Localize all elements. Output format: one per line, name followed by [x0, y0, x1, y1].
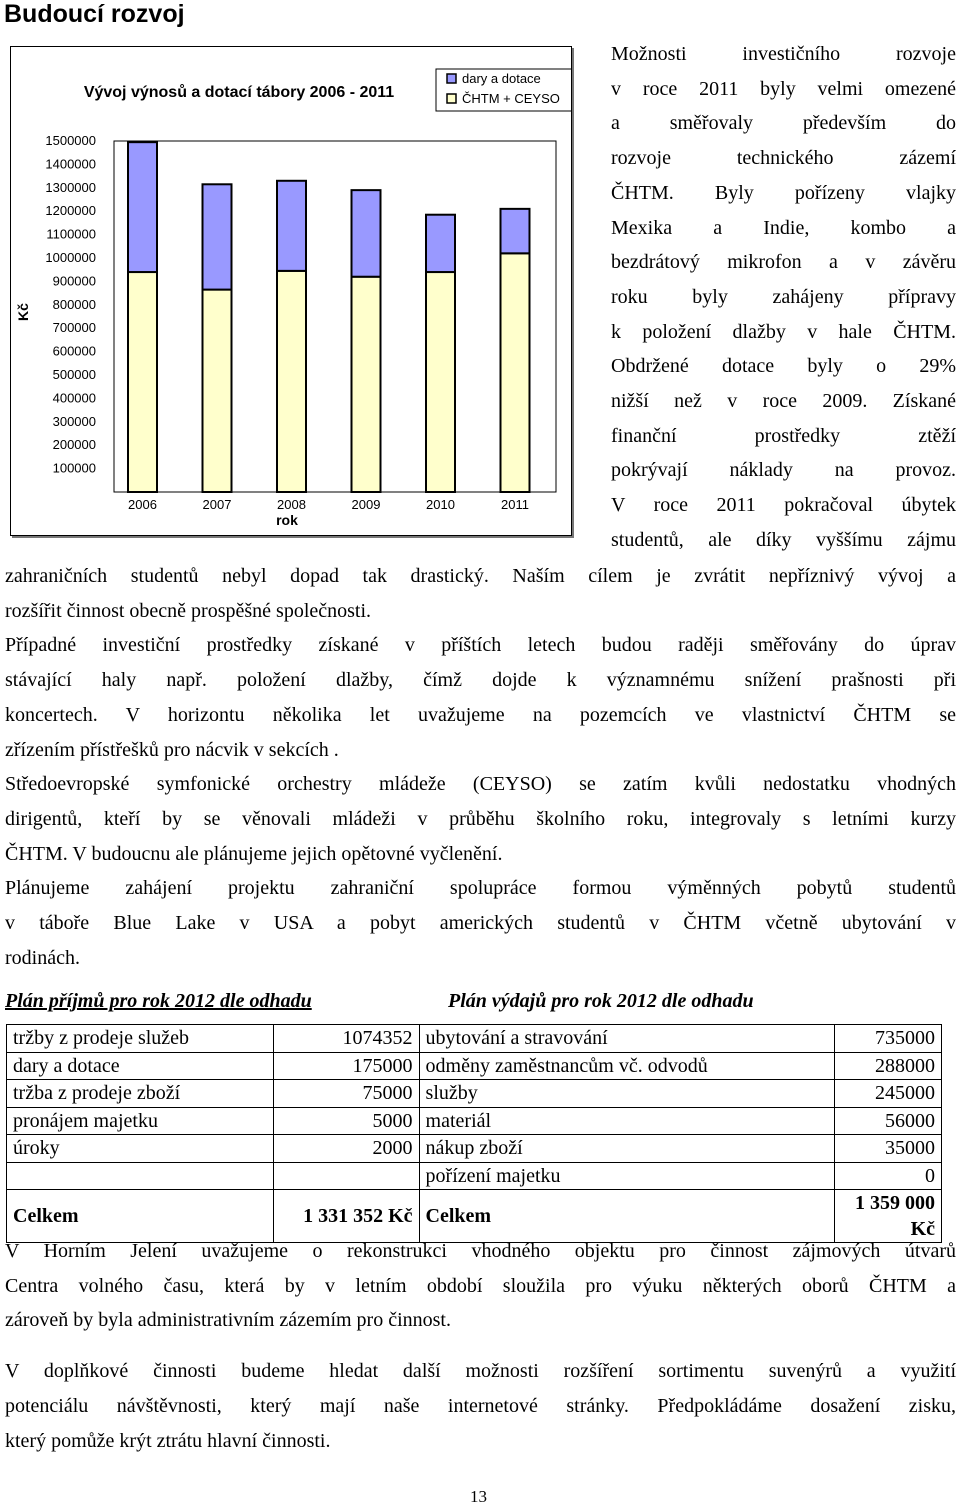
- budget-cell: 735000: [835, 1025, 942, 1053]
- legend-swatch: [447, 74, 456, 83]
- y-tick-label: 900000: [52, 273, 96, 289]
- paragraph: [5, 1234, 956, 1338]
- budget-cell: nákup zboží: [419, 1135, 834, 1163]
- budget-row: [7, 1162, 942, 1190]
- side-text-line: a směřovaly především do: [611, 112, 956, 135]
- bar-segment: [128, 272, 157, 492]
- x-tick-label: 2011: [501, 497, 529, 512]
- side-text-line: pokrývají náklady na provoz.: [611, 459, 956, 482]
- budget-cell: tržby z prodeje služeb: [7, 1025, 274, 1053]
- side-text-line: studentů, ale díky vyššímu zájmu: [611, 528, 956, 551]
- side-text-line: finanční prostředky ztěží: [611, 424, 956, 447]
- paragraph-line: koncertech. V horizontu několika let uvažujeme na pozemcích ve vlastnictví ČHTM se: [5, 703, 956, 726]
- budget-cell: [273, 1162, 419, 1190]
- y-tick-label: 500000: [52, 367, 96, 382]
- budget-cell: 175000: [273, 1052, 419, 1080]
- side-text-line: rozvoje technického zázemí: [611, 147, 956, 170]
- y-tick-label: 1500000: [45, 133, 96, 148]
- paragraph-line: rozšířit činnost obecně prospěšné společnosti.: [5, 599, 372, 622]
- bar-segment: [426, 272, 455, 492]
- paragraph-line: zřízením přístřešků pro nácvik v sekcích .: [5, 738, 339, 761]
- budget-cell: 75000: [273, 1080, 419, 1108]
- legend-swatch: [447, 94, 456, 103]
- x-axis-label: rok: [276, 512, 298, 528]
- budget-cell: Celkem: [7, 1190, 274, 1243]
- side-text-line: V roce 2011 pokračoval úbytek: [611, 494, 956, 517]
- budget-cell: Celkem: [419, 1190, 834, 1243]
- paragraph-line: zároveň by byla administrativním zázemím pro činnost.: [5, 1309, 451, 1332]
- budget-row: [7, 1025, 942, 1053]
- budget-cell: dary a dotace: [7, 1052, 274, 1080]
- paragraph-line: Centra volného času, která by v letním období sloužila pro výuku některých oborů ČHTM a: [5, 1274, 956, 1297]
- side-text-line: k položení dlažby v hale ČHTM.: [611, 320, 956, 343]
- y-tick-label: 700000: [52, 320, 96, 336]
- paragraph: [5, 767, 956, 871]
- paragraph-line: dirigentů, kteří by se věnovali mládeži v průběhu školního roku, integrovaly s letními kurzy: [5, 807, 956, 830]
- budget-row: [7, 1052, 942, 1080]
- paragraph-line: rodinách.: [5, 946, 80, 969]
- budget-cell: 1 359 000 Kč: [835, 1190, 942, 1243]
- paragraph-line: zahraničních studentů nebyl dopad tak drastický. Naším cílem je zvrátit nepříznivý vývoj a: [5, 565, 956, 587]
- y-tick-label: 100000: [52, 460, 96, 476]
- budget-cell: [7, 1162, 274, 1190]
- paragraph-line: který pomůže krýt ztrátu hlavní činnosti.: [5, 1429, 331, 1452]
- x-tick-label: 2008: [277, 497, 306, 512]
- budget-cell: služby: [419, 1080, 834, 1108]
- budget-row: [7, 1107, 942, 1135]
- legend-label: dary a dotace: [462, 71, 541, 86]
- bar-segment: [128, 142, 157, 272]
- paragraph-line: potenciálu návštěvnosti, který mají naše internetové stránky. Předpokládáme dosažení zisku,: [5, 1394, 956, 1417]
- budget-cell: pronájem majetku: [7, 1107, 274, 1135]
- budget-cell: 0: [835, 1162, 942, 1190]
- budget-cell: 56000: [835, 1107, 942, 1135]
- revenue-chart: [10, 46, 572, 536]
- bar-segment: [501, 253, 530, 492]
- side-text-line: bezdrátový mikrofon a v závěru: [611, 251, 956, 274]
- expense-plan-heading: Plán výdajů pro rok 2012 dle odhadu: [448, 990, 754, 1012]
- paragraph-line: V doplňkové činnosti budeme hledat další možnosti rozšíření sortimentu suvenýrů a využití: [5, 1360, 956, 1383]
- paragraph: [5, 1354, 956, 1458]
- budget-row: [7, 1080, 942, 1108]
- y-tick-label: 800000: [52, 296, 96, 312]
- budget-cell: 1074352: [273, 1025, 419, 1053]
- y-tick-label: 1100000: [46, 226, 96, 242]
- y-tick-label: 1300000: [45, 179, 96, 195]
- budget-cell: 35000: [835, 1135, 942, 1163]
- x-tick-label: 2006: [128, 497, 157, 512]
- paragraph-line: V Horním Jelení uvažujeme o rekonstrukci vhodného objektu pro činnost zájmových útvarů: [5, 1240, 956, 1262]
- budget-row: [7, 1135, 942, 1163]
- budget-cell: 245000: [835, 1080, 942, 1108]
- paragraph-line: v táboře Blue Lake v USA a pobyt amerických studentů v ČHTM včetně ubytování v: [5, 912, 956, 935]
- budget-cell: pořízení majetku: [419, 1162, 834, 1190]
- section-heading: Budoucí rozvoj: [4, 0, 185, 28]
- budget-cell: odměny zaměstnancům vč. odvodů: [419, 1052, 834, 1080]
- bar-segment: [426, 215, 455, 272]
- side-paragraph: [611, 37, 956, 558]
- bar-segment: [352, 190, 381, 277]
- x-tick-label: 2007: [202, 497, 232, 512]
- side-text-line: nižší než v roce 2009. Získané: [611, 390, 956, 413]
- budget-cell: tržba z prodeje zboží: [7, 1080, 274, 1108]
- y-tick-label: 200000: [52, 437, 96, 453]
- plot-area: [114, 141, 556, 492]
- budget-cell: 1 331 352 Kč: [273, 1190, 419, 1243]
- paragraph-line: Plánujeme zahájení projektu zahraniční spolupráce formou výměnných pobytů studentů: [5, 877, 956, 900]
- y-tick-label: 600000: [52, 343, 96, 359]
- main-paragraphs: [5, 559, 956, 975]
- chart-title: Vývoj výnosů a dotací tábory 2006 - 2011: [83, 84, 395, 101]
- paragraph-line: Případné investiční prostředky získané v příštích letech budou raději směřovány do úprav: [5, 634, 956, 657]
- income-plan-heading: Plán příjmů pro rok 2012 dle odhadu: [5, 990, 312, 1012]
- bar-segment: [277, 181, 306, 271]
- bar-segment: [352, 277, 381, 492]
- chart-svg: [11, 47, 571, 535]
- paragraph-line: Středoevropské symfonické orchestry mládeže (CEYSO) se zatím kvůli nedostatku vhodných: [5, 773, 956, 796]
- y-tick-label: 300000: [52, 413, 96, 429]
- page-number: 13: [470, 1487, 487, 1506]
- y-axis-label: Kč: [15, 303, 31, 321]
- closing-paragraphs: [5, 1234, 956, 1458]
- paragraph: [5, 559, 956, 628]
- side-text-line: v roce 2011 byly velmi omezené: [611, 77, 956, 100]
- budget-table: [6, 1024, 942, 1243]
- paragraph-line: stávající haly např. položení dlažby, čímž dojde k významnému snížení prašnosti při: [5, 669, 956, 692]
- budget-cell: 5000: [273, 1107, 419, 1135]
- x-tick-label: 2009: [351, 497, 381, 512]
- budget-cell: úroky: [7, 1135, 274, 1163]
- bar-segment: [501, 209, 530, 253]
- y-tick-label: 1400000: [45, 156, 96, 172]
- bar-segment: [203, 184, 232, 289]
- paragraph-line: ČHTM. V budoucnu ale plánujeme jejich opětovné vyčlenění.: [5, 842, 503, 865]
- legend-label: ČHTM + CEYSO: [462, 91, 560, 106]
- paragraph: [5, 871, 956, 975]
- y-tick-label: 400000: [52, 390, 96, 406]
- bar-segment: [203, 290, 232, 492]
- budget-cell: 2000: [273, 1135, 419, 1163]
- budget-cell: materiál: [419, 1107, 834, 1135]
- y-tick-label: 1200000: [45, 203, 96, 219]
- budget-cell: 288000: [835, 1052, 942, 1080]
- side-text-line: Mexika a Indie, kombo a: [611, 216, 956, 239]
- side-text-line: roku byly zahájeny přípravy: [611, 285, 956, 308]
- side-text-line: Možnosti investičního rozvoje: [611, 43, 956, 65]
- y-tick-label: 1000000: [45, 250, 96, 265]
- x-tick-label: 2010: [426, 497, 455, 512]
- side-text-line: Obdržené dotace byly o 29%: [611, 355, 956, 378]
- budget-cell: ubytování a stravování: [419, 1025, 834, 1053]
- side-text-line: ČHTM. Byly pořízeny vlajky: [611, 181, 956, 204]
- bar-segment: [277, 271, 306, 492]
- paragraph: [5, 628, 956, 767]
